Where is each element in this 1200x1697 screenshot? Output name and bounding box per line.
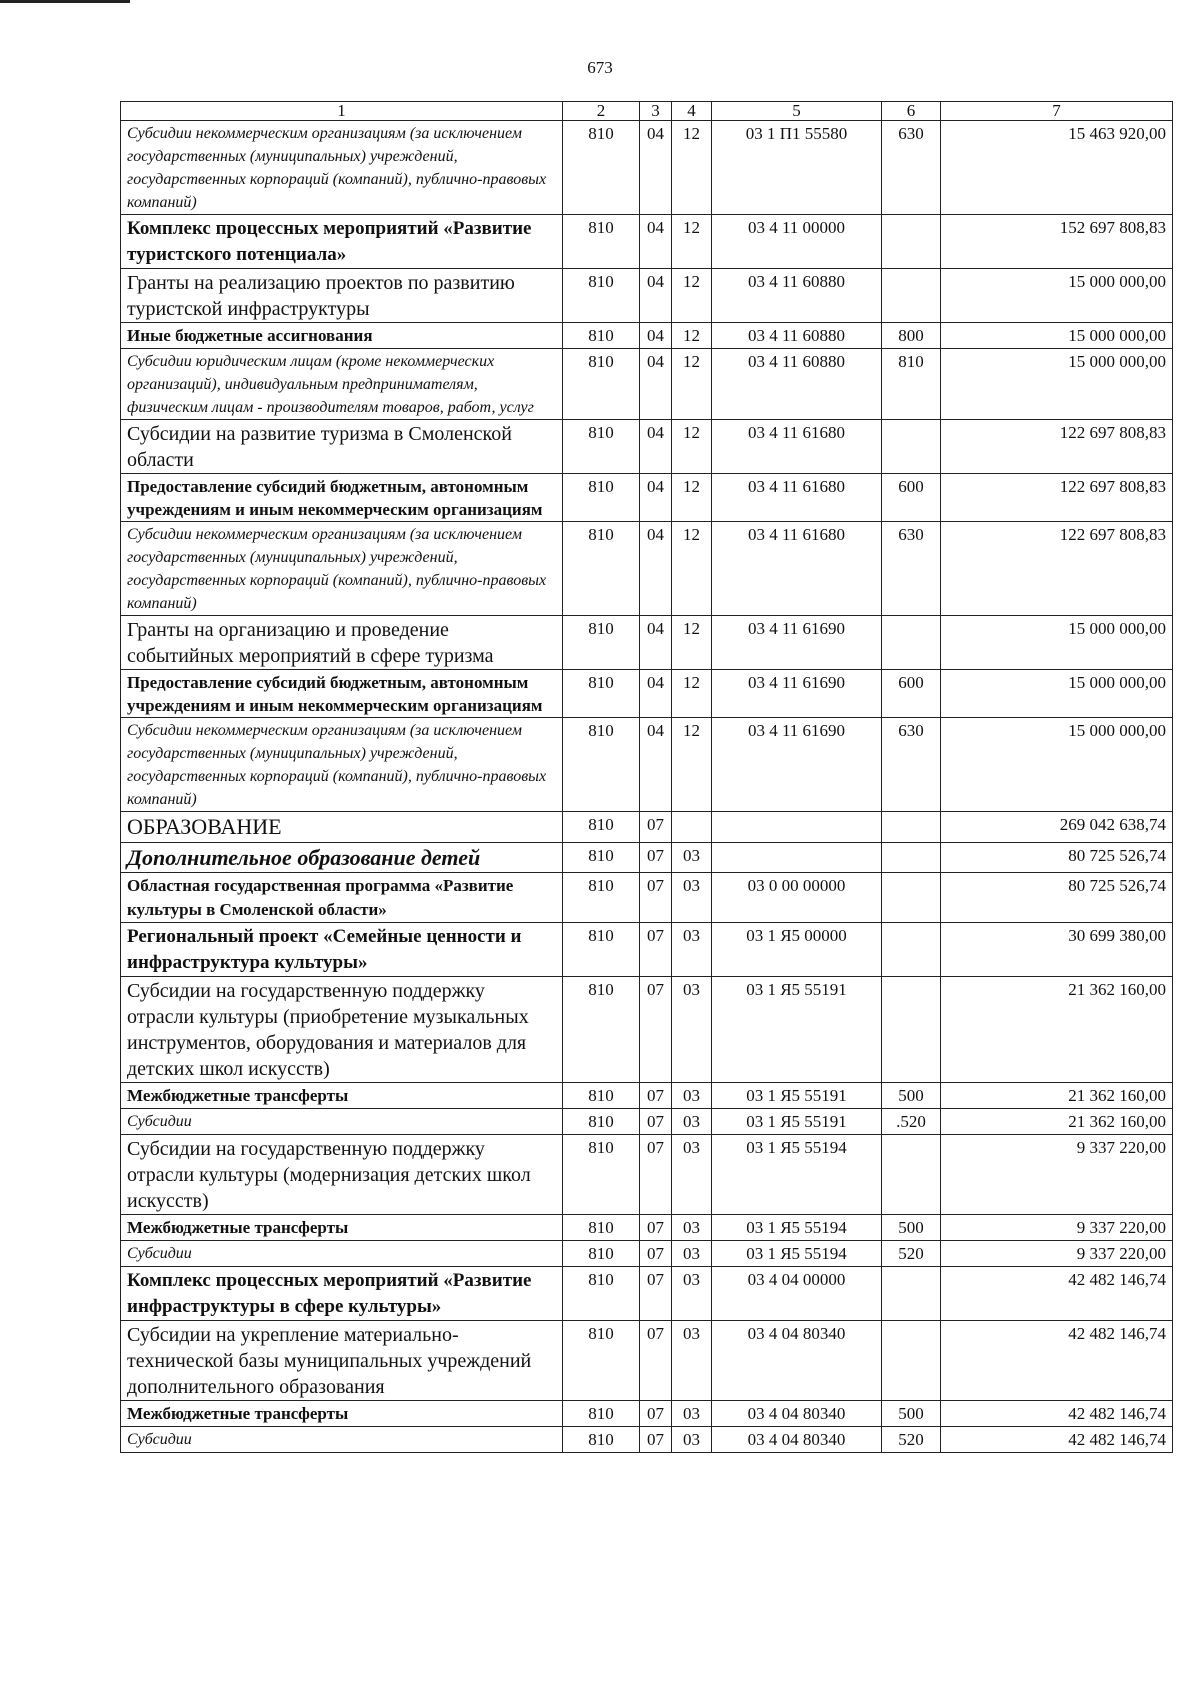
row-name-cell: Областная государственная программа «Развитие культуры в Смоленской области» [121,873,563,923]
row-section-code: 04 [640,616,672,670]
row-gr-code: 810 [563,323,640,349]
row-target-article-code: 03 4 04 00000 [712,1267,882,1321]
row-gr-code: 810 [563,616,640,670]
row-expense-type-code [882,923,941,977]
row-target-article-code: 03 1 Я5 55194 [712,1241,882,1267]
row-gr-code: 810 [563,522,640,616]
row-gr-code: 810 [563,1267,640,1321]
row-section-code: 07 [640,977,672,1083]
row-subsection-code: 03 [672,1401,712,1427]
row-expense-type-code [882,420,941,474]
row-name-cell: Субсидии на укрепление материально-технической базы муниципальных учреждений дополнительного образования [121,1321,563,1401]
row-gr-code: 810 [563,1321,640,1401]
row-subsection-code: 03 [672,977,712,1083]
row-section-code: 04 [640,349,672,420]
row-name-cell: Субсидии [121,1241,563,1267]
table-row [121,1215,1173,1241]
row-gr-code: 810 [563,923,640,977]
row-gr-code: 810 [563,121,640,215]
row-subsection-code: 12 [672,670,712,718]
row-target-article-code: 03 4 04 80340 [712,1401,882,1427]
row-target-article-code: 03 4 11 61690 [712,718,882,812]
row-target-article-code: 03 1 Я5 55191 [712,1083,882,1109]
row-amount: 15 000 000,00 [941,349,1173,420]
row-target-article-code: 03 4 04 80340 [712,1427,882,1453]
header-col-1: 1 [121,102,563,121]
row-target-article-code: 03 4 11 61680 [712,522,882,616]
row-gr-code: 810 [563,977,640,1083]
table-row [121,670,1173,718]
row-amount: 21 362 160,00 [941,1083,1173,1109]
row-name-cell: Субсидии на государственную поддержку отрасли культуры (модернизация детских школ искусств) [121,1135,563,1215]
row-expense-type-code [882,616,941,670]
row-amount: 9 337 220,00 [941,1241,1173,1267]
row-name-cell: Субсидии некоммерческим организациям (за исключением государственных (муниципальных) учреждений, государственных корпораций (компаний), публично-правовых компаний) [121,522,563,616]
row-amount: 30 699 380,00 [941,923,1173,977]
row-name-cell: Субсидии некоммерческим организациям (за исключением государственных (муниципальных) учреждений, государственных корпораций (компаний), публично-правовых компаний) [121,718,563,812]
row-name-cell: Субсидии на развитие туризма в Смоленской области [121,420,563,474]
row-subsection-code: 12 [672,323,712,349]
row-section-code: 04 [640,718,672,812]
header-col-5: 5 [712,102,882,121]
row-section-code: 04 [640,121,672,215]
row-section-code: 07 [640,923,672,977]
table-row [121,1135,1173,1215]
row-target-article-code: 03 4 11 60880 [712,269,882,323]
table-row [121,843,1173,873]
row-amount: 122 697 808,83 [941,522,1173,616]
table-row [121,616,1173,670]
row-section-code: 04 [640,269,672,323]
row-gr-code: 810 [563,843,640,873]
row-expense-type-code: 810 [882,349,941,420]
row-subsection-code: 12 [672,718,712,812]
header-row [121,102,1173,121]
table-row [121,323,1173,349]
row-target-article-code: 03 4 11 61680 [712,420,882,474]
header-col-2: 2 [563,102,640,121]
row-expense-type-code: 600 [882,670,941,718]
row-target-article-code [712,843,882,873]
row-amount: 80 725 526,74 [941,873,1173,923]
row-amount: 42 482 146,74 [941,1427,1173,1453]
row-subsection-code: 03 [672,923,712,977]
row-section-code: 04 [640,474,672,522]
row-gr-code: 810 [563,269,640,323]
row-gr-code: 810 [563,1241,640,1267]
row-amount: 269 042 638,74 [941,812,1173,843]
row-amount: 21 362 160,00 [941,977,1173,1083]
table-row [121,1241,1173,1267]
row-target-article-code: 03 4 11 61680 [712,474,882,522]
header-col-7: 7 [941,102,1173,121]
row-amount: 9 337 220,00 [941,1215,1173,1241]
row-expense-type-code [882,812,941,843]
row-section-code: 07 [640,843,672,873]
row-name-cell: Гранты на реализацию проектов по развитию туристской инфраструктуры [121,269,563,323]
row-amount: 42 482 146,74 [941,1401,1173,1427]
row-target-article-code: 03 1 Я5 55194 [712,1135,882,1215]
row-amount: 15 463 920,00 [941,121,1173,215]
row-subsection-code: 12 [672,474,712,522]
header-col-6: 6 [882,102,941,121]
row-subsection-code: 03 [672,1135,712,1215]
row-gr-code: 810 [563,474,640,522]
row-name-cell: Межбюджетные трансферты [121,1083,563,1109]
row-amount: 21 362 160,00 [941,1109,1173,1135]
row-gr-code: 810 [563,812,640,843]
row-amount: 15 000 000,00 [941,670,1173,718]
row-section-code: 04 [640,215,672,269]
row-target-article-code: 03 4 11 00000 [712,215,882,269]
row-target-article-code: 03 4 04 80340 [712,1321,882,1401]
row-expense-type-code: .520 [882,1109,941,1135]
table-row [121,121,1173,215]
row-name-cell: Субсидии на государственную поддержку отрасли культуры (приобретение музыкальных инструментов, оборудования и материалов для детских школ искусств) [121,977,563,1083]
row-subsection-code: 03 [672,1241,712,1267]
row-target-article-code: 03 1 Я5 55191 [712,1109,882,1135]
row-expense-type-code [882,269,941,323]
row-section-code: 07 [640,1135,672,1215]
row-expense-type-code [882,873,941,923]
row-expense-type-code [882,1135,941,1215]
row-name-cell: ОБРАЗОВАНИЕ [121,812,563,843]
table-row [121,873,1173,923]
row-subsection-code: 03 [672,843,712,873]
row-gr-code: 810 [563,670,640,718]
row-section-code: 07 [640,873,672,923]
row-gr-code: 810 [563,1135,640,1215]
table-row [121,1401,1173,1427]
row-subsection-code: 03 [672,1109,712,1135]
row-target-article-code: 03 4 11 61690 [712,616,882,670]
budget-table [120,101,1173,1453]
row-subsection-code: 12 [672,269,712,323]
row-target-article-code: 03 1 П1 55580 [712,121,882,215]
table-row [121,215,1173,269]
row-name-cell: Иные бюджетные ассигнования [121,323,563,349]
row-expense-type-code [882,977,941,1083]
row-amount: 42 482 146,74 [941,1267,1173,1321]
row-target-article-code: 03 1 Я5 55194 [712,1215,882,1241]
row-amount: 15 000 000,00 [941,323,1173,349]
row-subsection-code: 12 [672,522,712,616]
row-expense-type-code: 520 [882,1427,941,1453]
row-section-code: 07 [640,1267,672,1321]
row-subsection-code: 12 [672,616,712,670]
row-target-article-code: 03 4 11 61690 [712,670,882,718]
table-row [121,1427,1173,1453]
row-gr-code: 810 [563,873,640,923]
row-subsection-code: 03 [672,1321,712,1401]
row-target-article-code: 03 1 Я5 00000 [712,923,882,977]
row-section-code: 04 [640,323,672,349]
row-name-cell: Межбюджетные трансферты [121,1401,563,1427]
row-expense-type-code: 630 [882,121,941,215]
row-subsection-code: 12 [672,215,712,269]
table-row [121,1267,1173,1321]
row-name-cell: Комплекс процессных мероприятий «Развитие туристского потенциала» [121,215,563,269]
row-section-code: 07 [640,1083,672,1109]
row-subsection-code: 12 [672,349,712,420]
row-subsection-code: 03 [672,1083,712,1109]
row-name-cell: Субсидии юридическим лицам (кроме некоммерческих организаций), индивидуальным предпринимателям, физическим лицам - производителям товаров, работ, услуг [121,349,563,420]
row-expense-type-code [882,843,941,873]
row-amount: 122 697 808,83 [941,474,1173,522]
row-expense-type-code: 800 [882,323,941,349]
row-name-cell: Межбюджетные трансферты [121,1215,563,1241]
header-col-3: 3 [640,102,672,121]
row-gr-code: 810 [563,1401,640,1427]
row-section-code: 07 [640,1321,672,1401]
table-row [121,923,1173,977]
table-row [121,977,1173,1083]
row-section-code: 04 [640,522,672,616]
table-body [121,121,1173,1453]
table-row [121,1083,1173,1109]
row-section-code: 07 [640,1401,672,1427]
header-col-4: 4 [672,102,712,121]
row-target-article-code [712,812,882,843]
row-expense-type-code [882,215,941,269]
table-row [121,349,1173,420]
row-expense-type-code: 520 [882,1241,941,1267]
row-target-article-code: 03 4 11 60880 [712,323,882,349]
row-section-code: 07 [640,1427,672,1453]
row-expense-type-code: 630 [882,718,941,812]
row-name-cell: Дополнительное образование детей [121,843,563,873]
row-gr-code: 810 [563,1083,640,1109]
row-name-cell: Региональный проект «Семейные ценности и инфраструктура культуры» [121,923,563,977]
row-name-cell: Комплекс процессных мероприятий «Развитие инфраструктуры в сфере культуры» [121,1267,563,1321]
row-gr-code: 810 [563,215,640,269]
row-section-code: 07 [640,812,672,843]
row-amount: 15 000 000,00 [941,616,1173,670]
row-amount: 122 697 808,83 [941,420,1173,474]
row-expense-type-code: 630 [882,522,941,616]
table-row [121,474,1173,522]
row-section-code: 04 [640,420,672,474]
table-row [121,269,1173,323]
row-section-code: 04 [640,670,672,718]
row-target-article-code: 03 0 00 00000 [712,873,882,923]
scan-edge-rule [0,0,130,3]
row-expense-type-code [882,1267,941,1321]
row-target-article-code: 03 1 Я5 55191 [712,977,882,1083]
row-subsection-code: 03 [672,873,712,923]
row-subsection-code: 12 [672,420,712,474]
row-subsection-code: 03 [672,1215,712,1241]
row-subsection-code: 03 [672,1427,712,1453]
table-row [121,718,1173,812]
row-target-article-code: 03 4 11 60880 [712,349,882,420]
table-row [121,812,1173,843]
row-expense-type-code: 500 [882,1083,941,1109]
row-expense-type-code: 500 [882,1215,941,1241]
table-row [121,1321,1173,1401]
row-gr-code: 810 [563,349,640,420]
row-section-code: 07 [640,1241,672,1267]
row-expense-type-code: 600 [882,474,941,522]
row-subsection-code [672,812,712,843]
table-row [121,420,1173,474]
table-row [121,1109,1173,1135]
row-subsection-code: 12 [672,121,712,215]
row-name-cell: Субсидии [121,1109,563,1135]
row-section-code: 07 [640,1109,672,1135]
row-expense-type-code [882,1321,941,1401]
row-gr-code: 810 [563,420,640,474]
row-name-cell: Субсидии некоммерческим организациям (за исключением государственных (муниципальных) учреждений, государственных корпораций (компаний), публично-правовых компаний) [121,121,563,215]
row-gr-code: 810 [563,1427,640,1453]
row-amount: 15 000 000,00 [941,718,1173,812]
row-amount: 80 725 526,74 [941,843,1173,873]
row-name-cell: Субсидии [121,1427,563,1453]
row-name-cell: Предоставление субсидий бюджетным, автономным учреждениям и иным некоммерческим организациям [121,474,563,522]
row-amount: 42 482 146,74 [941,1321,1173,1401]
row-name-cell: Предоставление субсидий бюджетным, автономным учреждениям и иным некоммерческим организациям [121,670,563,718]
row-amount: 152 697 808,83 [941,215,1173,269]
row-name-cell: Гранты на организацию и проведение событийных мероприятий в сфере туризма [121,616,563,670]
row-amount: 15 000 000,00 [941,269,1173,323]
row-subsection-code: 03 [672,1267,712,1321]
row-amount: 9 337 220,00 [941,1135,1173,1215]
page-number: 673 [587,58,613,77]
row-expense-type-code: 500 [882,1401,941,1427]
row-gr-code: 810 [563,1215,640,1241]
row-section-code: 07 [640,1215,672,1241]
table-row [121,522,1173,616]
row-gr-code: 810 [563,1109,640,1135]
row-gr-code: 810 [563,718,640,812]
